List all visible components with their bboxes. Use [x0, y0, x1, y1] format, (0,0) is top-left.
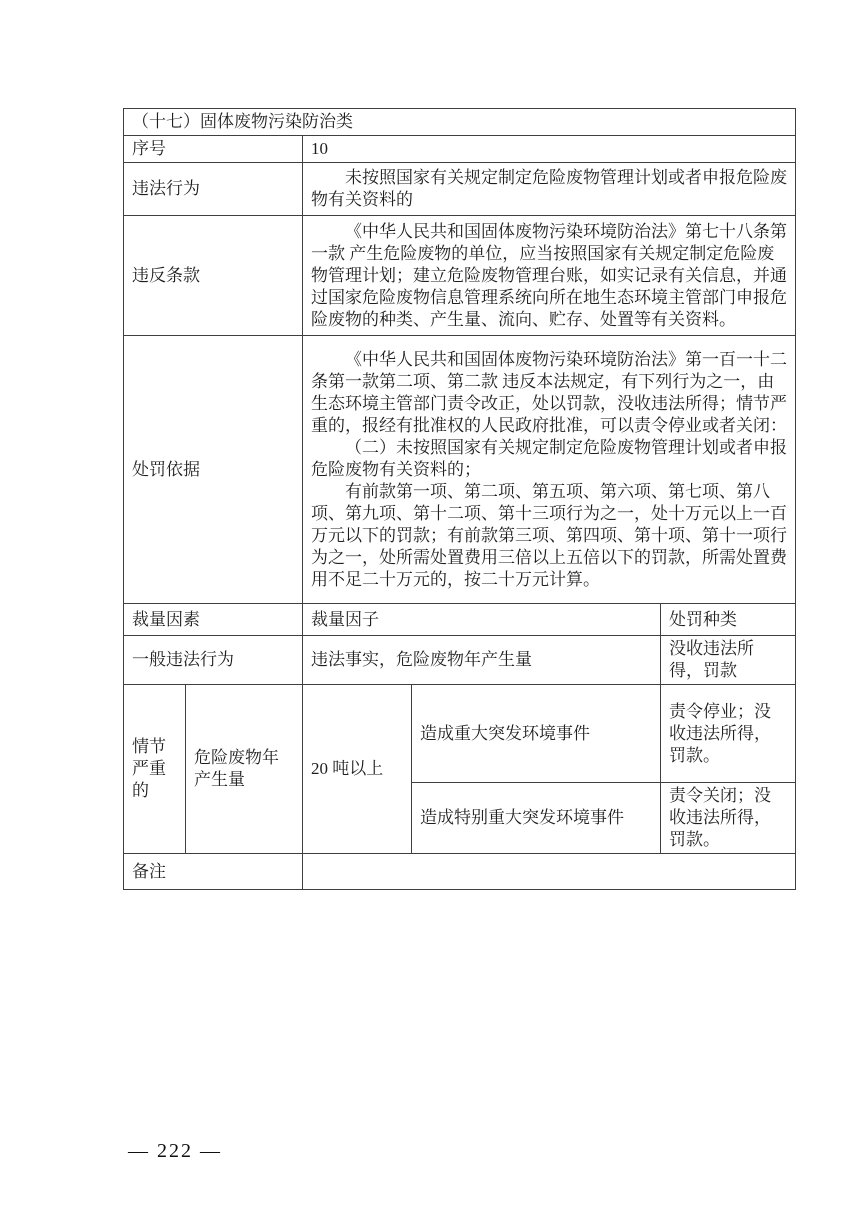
serial-value-cell: [303, 136, 796, 163]
severe-label-cell: [124, 685, 186, 854]
measure-factor-header: 裁量因素: [132, 609, 200, 629]
general-violation-label-cell: [124, 636, 303, 685]
severe-case-1-penalty-cell: [661, 685, 796, 783]
penalty-basis-paragraph-2: （二）未按照国家有关规定制定危险废物管理计划或者申报危险废物有关资料的；: [311, 437, 787, 479]
general-violation-factor-cell: [303, 636, 661, 685]
general-violation-label: 一般违法行为: [132, 650, 234, 669]
penalty-basis-paragraph-1: 《中华人民共和国固体废物污染环境防治法》第一百一十二条第一款第二项、第二款 违反本法规定，有下列行为之一，由生态环境主管部门责令改正，处以罚款，没收违法所得；情节严重的，报经有批准权的人民政府批准，可以责令停业或者关闭：: [311, 349, 787, 435]
page-number: — 222 —: [128, 1140, 222, 1162]
penalty-basis-label-cell: [124, 336, 303, 604]
severe-case-2-condition-cell: [412, 783, 661, 854]
section-header-text: （十七）固体废物污染防治类: [132, 112, 353, 131]
severe-threshold-cell: [303, 685, 412, 854]
severe-case-2-penalty-cell: [661, 783, 796, 854]
illegal-act-label: 违法行为: [132, 179, 200, 198]
remark-value-cell: [303, 854, 796, 890]
violated-clause-value-cell: [303, 216, 796, 336]
severe-case-1-condition: 造成重大突发环境事件: [420, 723, 590, 743]
severe-case-1-condition-cell: [412, 685, 661, 783]
general-violation-penalty: 没收违法所得，罚款: [669, 639, 754, 680]
severe-case-2-condition: 造成特别重大突发环境事件: [420, 808, 624, 827]
illegal-act-text: 未按照国家有关规定制定危险废物管理计划或者申报危险废物有关资料的: [311, 168, 787, 209]
serial-value: 10: [311, 139, 328, 158]
severe-case-1-penalty: 责令停业；没收违法所得，罚款。: [669, 701, 771, 765]
severe-threshold: 20 吨以上: [311, 759, 384, 778]
general-violation-factor: 违法事实，危险废物年产生量: [311, 650, 532, 669]
severe-factor-cell: [186, 685, 303, 854]
violated-clause-label: 违反条款: [132, 265, 200, 285]
penalty-basis-value-cell: [303, 336, 796, 604]
violated-clause-label-cell: [124, 216, 303, 336]
measure-subfactor-header-cell: [303, 604, 661, 636]
remark-label: 备注: [132, 861, 166, 881]
penalty-type-header: 处罚种类: [669, 609, 737, 629]
regulation-table: [123, 108, 796, 890]
measure-subfactor-header: 裁量因子: [311, 609, 379, 629]
remark-label-cell: [124, 854, 303, 890]
general-violation-penalty-cell: [661, 636, 796, 685]
penalty-type-header-cell: [661, 604, 796, 636]
section-header-cell: [124, 109, 796, 136]
illegal-act-label-cell: [124, 163, 303, 216]
violated-clause-text: 《中华人民共和国固体废物污染环境防治法》第七十八条第一款 产生危险废物的单位，应当按照国家有关规定制定危险废物管理计划；建立危险废物管理台账，如实记录有关信息，并通过国家危险废物信息管理系统向所在地生态环境主管部门申报危险废物的种类、产生量、流向、贮存、处置等有关资料。: [311, 221, 787, 329]
penalty-basis-label: 处罚依据: [132, 459, 200, 479]
severe-label: 情节严重的: [132, 737, 166, 800]
serial-label: 序号: [132, 139, 166, 158]
severe-factor: 危险废物年产生量: [194, 748, 279, 789]
measure-factor-header-cell: [124, 604, 303, 636]
illegal-act-value-cell: [303, 163, 796, 216]
penalty-basis-paragraph-3: 有前款第一项、第二项、第五项、第六项、第七项、第八项、第九项、第十二项、第十三项行为之一，处十万元以上一百万元以下的罚款；有前款第三项、第四项、第十项、第十一项行为之一，处所需处置费用三倍以上五倍以下的罚款，所需处置费用不足二十万元的，按二十万元计算。: [311, 481, 787, 589]
severe-case-2-penalty: 责令关闭；没收违法所得，罚款。: [669, 786, 771, 849]
serial-label-cell: [124, 136, 303, 163]
